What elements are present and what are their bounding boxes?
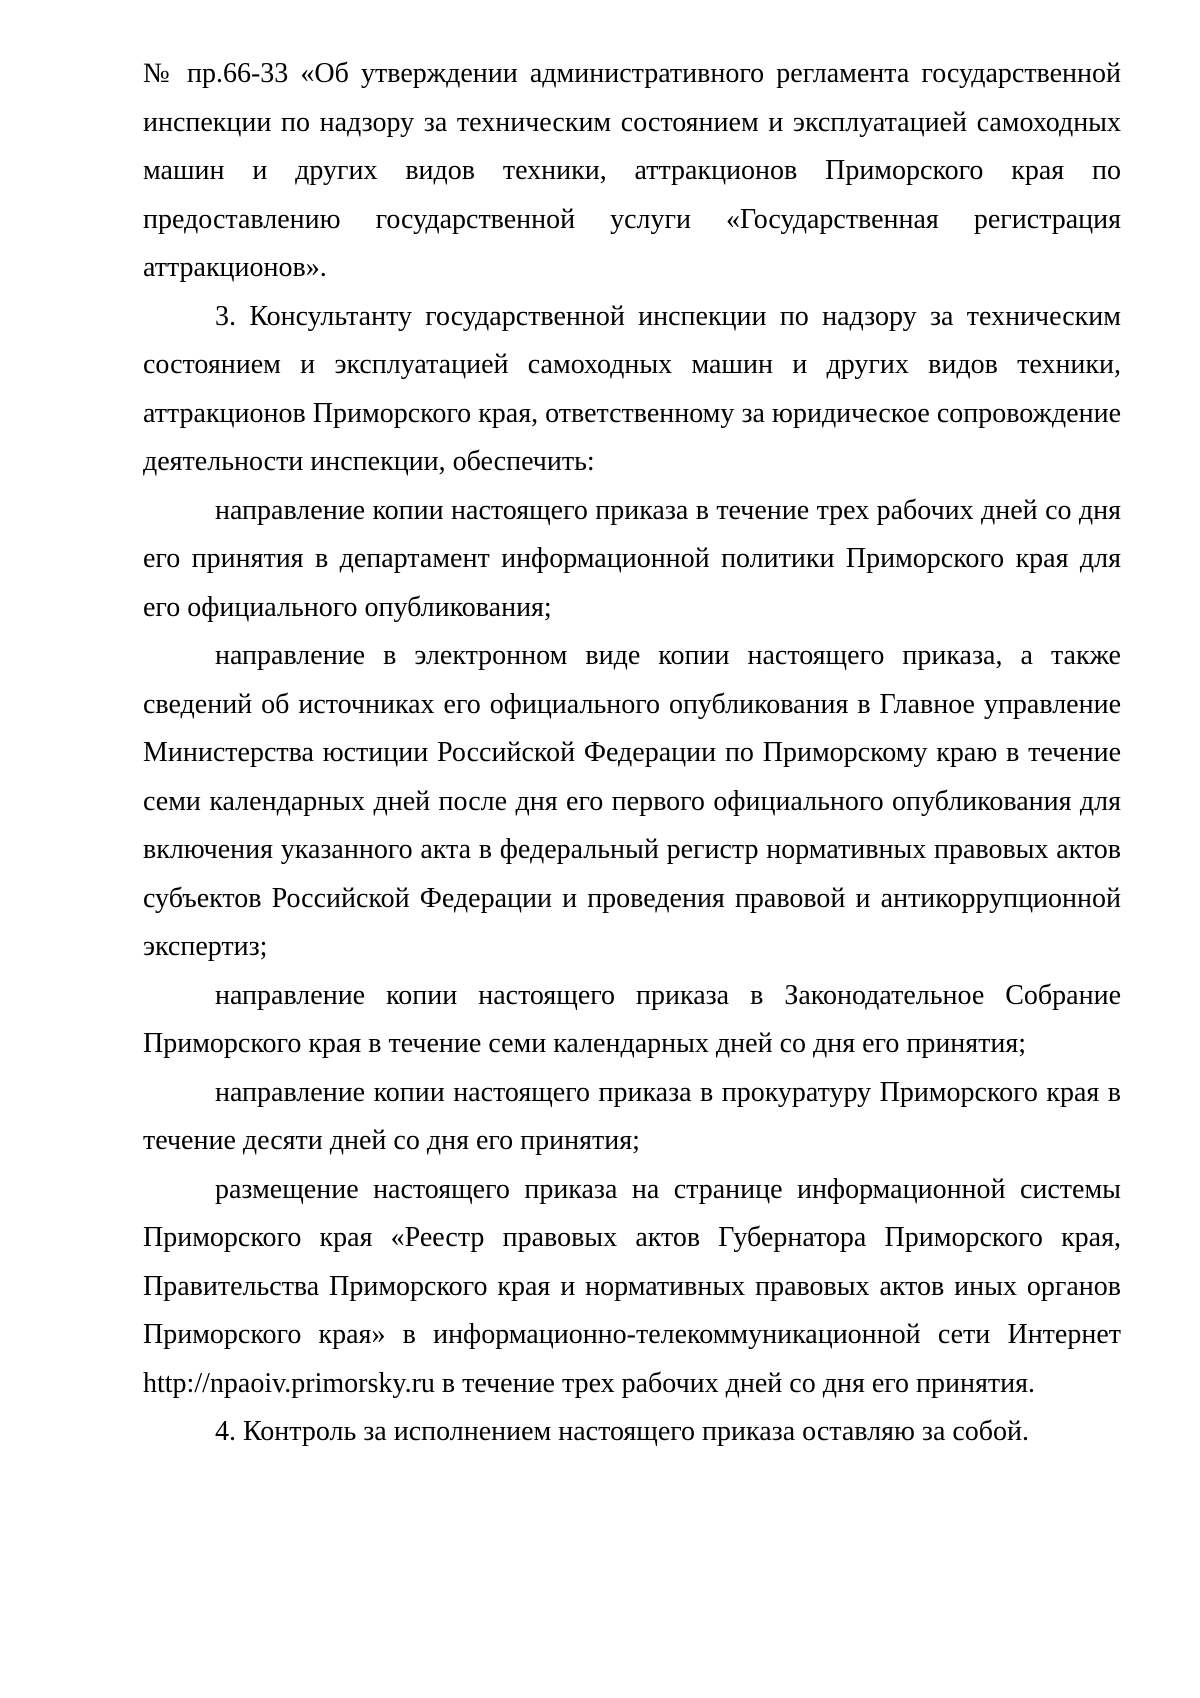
paragraph-send-to-prosecutor: направление копии настоящего приказа в прокуратуру Приморского края в течение десяти дней со дня его принятия; (143, 1076, 1121, 1156)
paragraph-regulation-title-continuation: № пр.66-33 «Об утверждении административного регламента государственной инспекции по надзору за техническим состоянием и эксплуатацией самоходных машин и других видов техники, аттракционов Приморского края по предоставлению государственной услуги «Государственная регистрация аттракционов». (143, 58, 1121, 283)
paragraph-publish-in-registry: размещение настоящего приказа на странице информационной системы Приморского края «Реестр правовых актов Губернатора Приморского края, Правительства Приморского края и нормативных правовых актов иных органов Приморского края» в информационно-телекоммуникационной сети Интернет http://npaoiv.primorsky.ru в течение трех рабочих дней со дня его принятия. (143, 1173, 1121, 1399)
paragraph-item-3: 3. Консультанту государственной инспекции по надзору за техническим состоянием и эксплуатацией самоходных машин и других видов техники, аттракционов Приморского края, ответственному за юридическое сопровождение деятельности инспекции, обеспечить: (143, 300, 1121, 477)
paragraph-send-to-legislative-assembly: направление копии настоящего приказа в Законодательное Собрание Приморского края в течение семи календарных дней со дня его принятия; (143, 979, 1121, 1059)
paragraph-item-4: 4. Контроль за исполнением настоящего приказа оставляю за собой. (215, 1416, 1030, 1447)
document-body (143, 50, 1121, 1457)
paragraph-send-to-ministry-of-justice: направление в электронном виде копии настоящего приказа, а также сведений об источниках его официального опубликования в Главное управление Министерства юстиции Российской Федерации по Приморскому краю в течение семи календарных дней после дня его первого официального опубликования для включения указанного акта в федеральный регистр нормативных правовых актов субъектов Российской Федерации и проведения правовой и антикоррупционной экспертиз; (143, 640, 1121, 962)
paragraph-send-to-info-policy-department: направление копии настоящего приказа в течение трех рабочих дней со дня его принятия в департамент информационной политики Приморского края для его официального опубликования; (143, 494, 1121, 623)
